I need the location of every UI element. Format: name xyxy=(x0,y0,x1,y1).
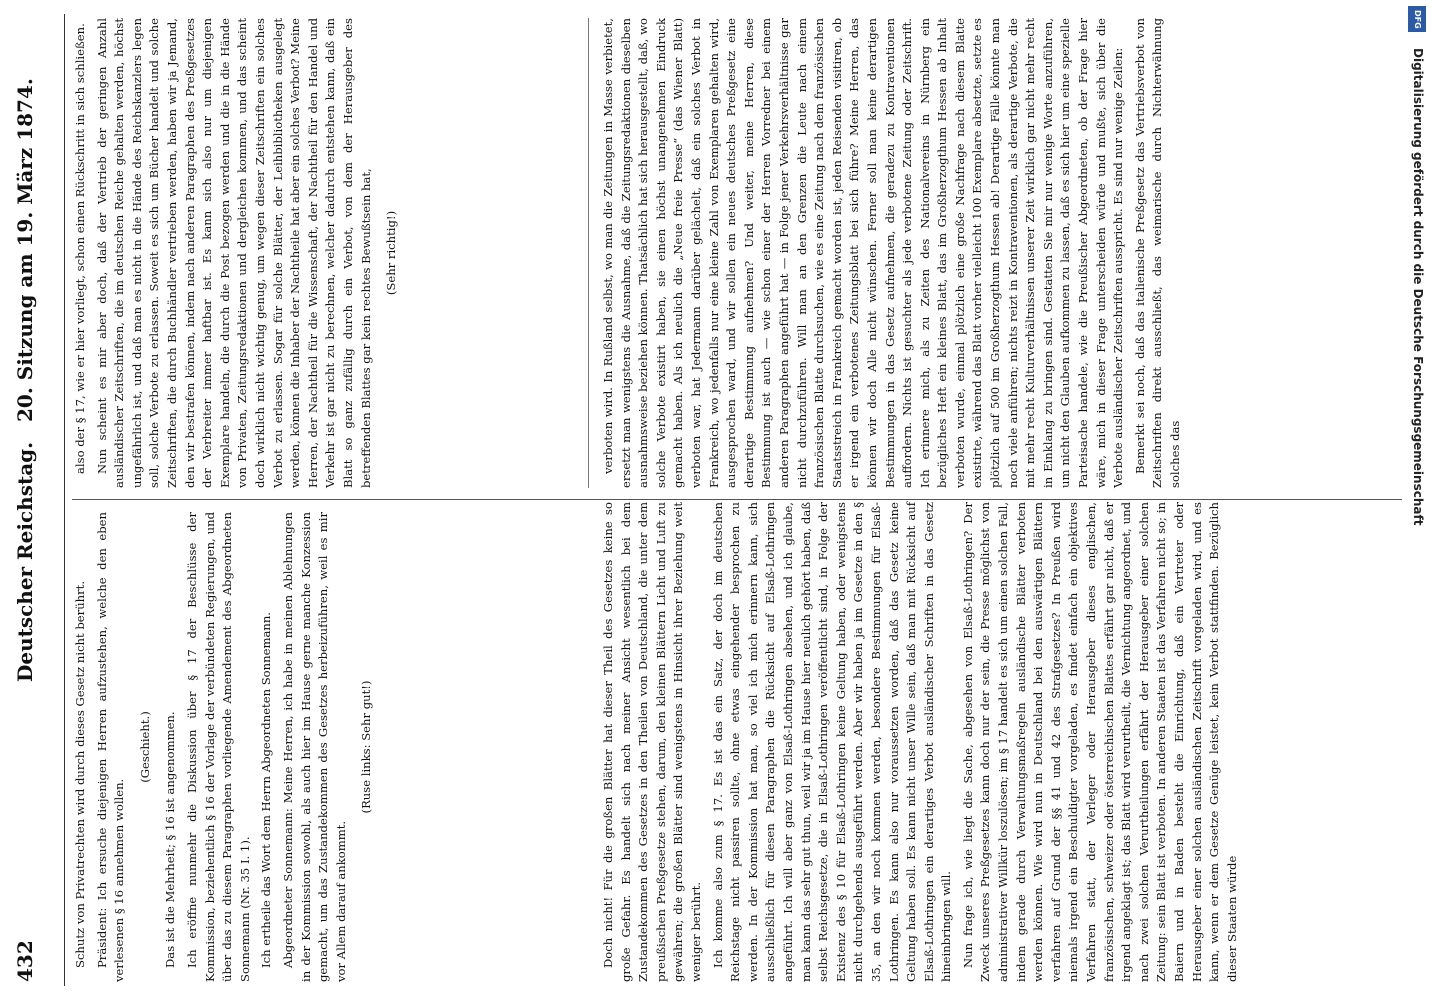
paragraph: Nun scheint es mir aber doch, daß der Vertrieb der geringen Anzahl ausländischer Zeitschriften, die im deutschen Reiche gehalten werden, höchst ungefährlich ist, und daß man es nicht in die Hände des Reichskanzlers legen soll, solche Verbote zu erlassen. Soweit es sich um Bücher handelt und solche Zeitschriften, die durch Buchhändler vertrieben werden, haben wir ja Jemand, den wir bestrafen können, indem nach anderen Paragraphen des Preßgesetzes der Verbreiter immer haftbar ist. Es kann sich also nur um diejenigen Exemplare handeln, die durch die Post bezogen werden und die in die Hände von Privaten, Zeitungsredaktionen und dergleichen kommen, und das scheint doch wirklich nicht wichtig genug, um wegen dieser Zeitschriften ein solches Verbot zu erlassen. Sogar für solche Blätter, der Leihbibliotheken ausgelegt werden, können die Inhaber der Nachtheile hat aber ein solches Verbot? Meine Herren, der Nachtheil für die Wissenschaft, der Nachtheil für den Handel und Verkehr ist gar nicht zu berechnen, welcher dadurch entstehen kann, daß ein Blatt so ganz zufällig durch ein Verbot, von dem der Herausgeber des betreffenden Blattes gar kein rechtes Bewußtsein hat, xyxy=(94,18,373,488)
column-right-top xyxy=(72,18,572,488)
paragraph: Schutz von Privatrechten wird durch dieses Gesetz nicht berührt. xyxy=(73,580,87,968)
paragraph: also der § 17, wie er hier vorliegt, schon einen Rückschritt in sich schließen. xyxy=(73,23,87,474)
digitization-sidebar xyxy=(1404,0,1432,1000)
digitization-note xyxy=(1404,0,1432,1008)
stage-direction: (Geschieht.) xyxy=(137,711,152,783)
section-divider xyxy=(588,18,589,488)
stage-direction: (Ruse links: Sehr gut!) xyxy=(359,680,374,814)
stage-direction: (Sehr richtig!) xyxy=(384,210,399,296)
column-divider xyxy=(72,499,1402,500)
paragraph: Abgeordneter Sonnemann: Meine Herren, ich habe in meinen Ablehnungen in der Kommission sowohl, als auch hier im Hause gerne manche Konzession gemacht, um das Zustandekommen des Gesetzes herbeizuführen, weil es mir vor Allem darauf ankommt. xyxy=(280,512,348,982)
publication-title: Deutscher Reichstag. xyxy=(13,441,37,682)
session-date: 20. Sitzung am 19. März 1874. xyxy=(13,78,37,422)
paragraph: Ich ertheile das Wort dem Herrn Abgeordneten Sonnemann. xyxy=(259,612,274,968)
column-right-bottom xyxy=(600,18,1400,488)
paragraph: Nun frage ich, wie liegt die Sache, abgesehen von Elsaß-Lothringen? Der Zweck unseres Preßgesetzes kann doch nur der sein, die Presse möglichst von administrativer Willkür loszulösen; im § 17 handelt es sich um einen solchen Fall, indem gerade durch Verwaltungsmaßregeln ausländische Blätter verboten werden können. Wie wird nun in Deutschland bei den auswärtigen Blättern verfahren auf Grund der §§ 41 und 42 des Strafgesetzes? In Preußen wird niemals irgend ein Beschuldigter vorgeladen, es findet einfach ein objektives Verfahren statt, der Verleger oder Herausgeber dieses englischen, französischen, schweizer oder österreichischen Blattes erfährt gar nicht, daß er irgend angeklagt ist; das Blatt wird verurtheilt, die Vernichtung angeordnet, und nach zwei solchen Verurtheilungen erfährt der Herausgeber einer solchen Zeitung: sein Blatt ist verboten. In anderen Staaten ist das Verfahren nicht so; in Baiern und in Baden besteht die Einrichtung, daß ein Vertreter oder Herausgeber einer solchen ausländischen Zeitschrift vorgeladen wird, und es kann, wenn er dem Gesetze Genüge leistet, kein Verbot stattfinden. Bezüglich dieser Staaten würde xyxy=(960,502,1239,982)
header-rule xyxy=(64,14,65,986)
paragraph: verboten wird. In Rußland selbst, wo man die Zeitungen in Masse verbietet, ersetzt man wenigstens die Ausnahme, daß die Zeitungsredaktionen dieselben ausnahmsweise beziehen können. Thatsächlich hat sich herausgestellt, daß, wo solche Verbote existirt haben, sie einen höchst unangenehmen Eindruck gemacht haben. Als ich neulich die „Neue freie Presse“ (das Wiener Blatt) verboten war, hat Jedermann darüber gelächelt, daß ein solches Verbot in Frankreich, wo jedenfalls nur eine kleine Zahl von Exemplaren gehalten wird, ausgesprochen ward, und wir sollen ein neues deutsches Preßgesetz eine derartige Bestimmung aufnehmen? Und weiter, meine Herren, diese Bestimmung ist auch — wie schon einer der Herren Vorredner bei einem anderen Paragraphen angeführt hat — in Folge jener Verkehrsverhältnisse gar nicht durchzuführen. Will man an den Grenzen die Leute nach einem französischen Blatte durchsuchen, wie es eine Zeitung nach dem französischen Staatsstreich in Frankreich gemacht worden ist, jeden Reisenden visitiren, ob er irgend ein verbotenes Zeitungsblatt bei sich führe? Meine Herren, das können wir doch Alle nicht wünschen. Ferner soll man keine derartigen Bestimmungen in das Gesetz aufnehmen, die geradezu zu Kontraventionen auffordern. Nichts ist gesuchter als jede verbotene Zeitung oder Zeitschrift. Ich erinnere mich, als zu Zeiten des Nationalvereins in Nürnberg ein bezügliches Heft ein kleines Blatt, das im Großherzogthum Hessen ab Inhalt verboten wurde, einmal plötzlich eine große Nachfrage nach diesem Blatte existirte, während das Blatt vorher vielleicht 100 Exemplare absetzte, setzte es plötzlich auf 500 im Großherzogthum Hessen ab! Derartige Fälle könnte man noch viele anführen; nichts reizt in Kontraventionen, als derartige Verbote, die mit mehr recht Kulturverhältnissen unserer Zeit wirklich gar nicht mehr recht in Einklang zu bringen sind. Gestatten Sie mir nur wenige Worte anzuführen, um nicht den Glauben aufkommen zu lassen, daß es sich hier um eine spezielle Parteisache handele, wie die Preußischer Abgeordneten, ob der Frage hier wäre, mich in dieser Frage unterscheiden würde und mußte, sich über die Verbote ausländischer Zeitschriften ausspricht. Es sind nur wenige Zeilen: xyxy=(601,18,1126,488)
dfg-logo: DFG xyxy=(1408,6,1426,32)
column-left-bottom xyxy=(600,502,1400,982)
paragraph: Ich eröffne nunmehr die Diskussion über § 17 der Beschlüsse der Kommission, beziehentlich § 16 der Vorlage der verbündeten Regierungen, und über das zu diesem Paragraphen vorliegende Amendement des Abgeordneten Sonnemann (Nr. 35 I. 1). xyxy=(184,512,252,982)
paragraph: Ich komme also zum § 17. Es ist das ein Satz, der doch im deutschen Reichstage nicht passiren sollte, ohne etwas eingehender besprochen zu werden. In der Kommission hat man, so viel ich mich erinnern kann, sich ausschließlich für diesen Paragraphen die Rücksicht auf Elsaß-Lothringen angeführt. Ich will aber ganz von Elsaß-Lothringen absehen, und ich glaube, man kann das sehr gut thun, weil wir ja im Hause hier neulich gehört haben, daß selbst Reichsgesetze, die in Elsaß-Lothringen veröffentlicht sind, in Folge der Existenz des § 10 für Elsaß-Lothringen keine Geltung haben, oder wenigstens nicht durchgehends ausgeführt werden. Aber wir haben ja im Gesetze in den § 35, an den wir noch kommen werden, besondere Bestimmungen für Elsaß-Lothringen. Es kann also nur voraussetzen worden, daß das Gesetz keine Geltung haben soll. Es kann nicht unser Wille sein, daß man mit Rücksicht auf Elsaß-Lothringen ein derartiges Verbot ausländischer Schriften in das Gesetz hineinbringen will. xyxy=(710,502,954,982)
digitization-note-text: Digitalisierung gefördert durch die Deutsche Forschungsgemeinschaft xyxy=(1411,48,1425,526)
page-number: 432 xyxy=(13,940,37,982)
paragraph: Bemerkt sei noch, daß das italienische Preßgesetz das Vertriebsverbot von Zeitschriften direkt ausschließt, das weimarische durch Nichterwähnung solches das xyxy=(1132,18,1182,488)
paragraph: Präsident: Ich ersuche diejenigen Herren aufzustehen, welche den eben verlesenen § 16 annehmen wollen. xyxy=(94,512,127,982)
running-header xyxy=(8,22,48,982)
paragraph: Doch nicht! Für die großen Blätter hat dieser Theil des Gesetzes keine so große Gefahr. Es handelt sich nach meiner Ansicht wesentlich bei dem Zustandekommen des Gesetzes in den Theilen von Deutschland, die unter dem preußischen Preßgesetze stehen, darum, den kleinen Blättern Licht und Luft zu gewähren; die großen Blätter sind wenigstens in Hinsicht ihrer Beziehung weit weniger berührt. xyxy=(601,502,703,982)
paragraph: Das ist die Mehrheit; § 16 ist angenommen. xyxy=(163,711,178,968)
